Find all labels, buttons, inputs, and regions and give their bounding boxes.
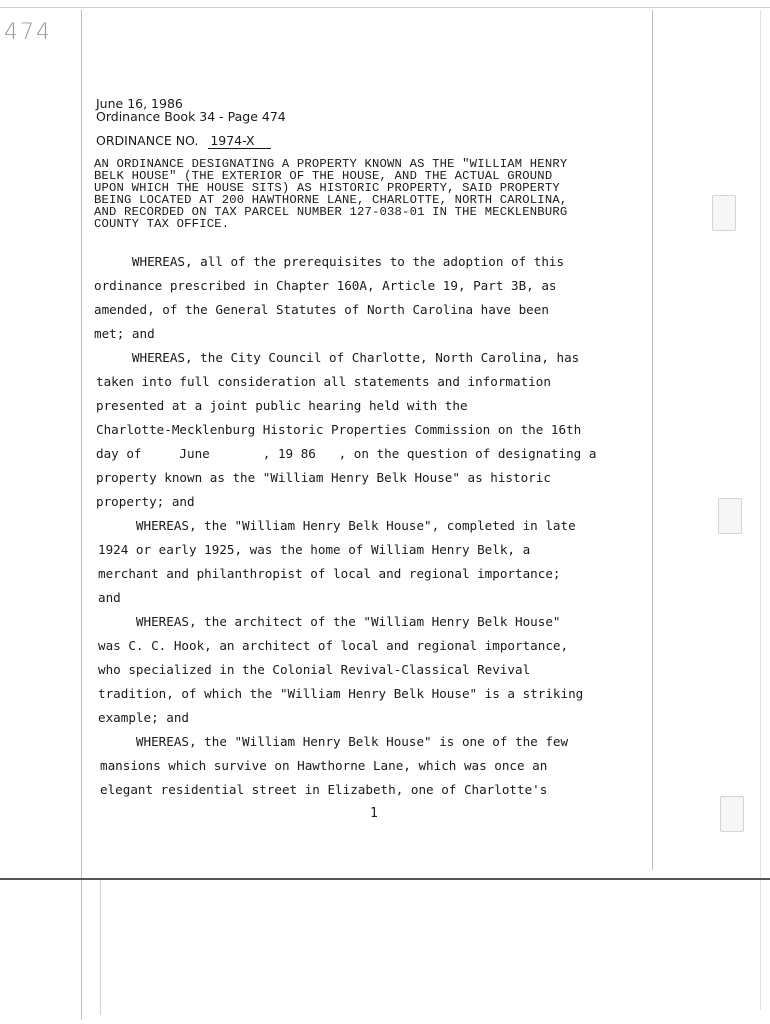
body-line: ordinance prescribed in Chapter 160A, Article 19, Part 3B, as <box>94 278 557 293</box>
page-bottom-line <box>0 878 770 880</box>
body-line: tradition, of which the "William Henry Belk House" is a striking <box>98 686 584 701</box>
body-line: WHEREAS, the City Council of Charlotte, North Carolina, has <box>94 350 580 365</box>
body-line: WHEREAS, the architect of the "William Henry Belk House" <box>98 614 561 629</box>
body-line: elegant residential street in Elizabeth, one of Charlotte's <box>100 782 548 797</box>
ordinance-number-value: 1974-X <box>208 133 270 149</box>
caption-line: COUNTY TAX OFFICE. <box>94 217 230 231</box>
body-line: WHEREAS, the "William Henry Belk House", completed in late <box>98 518 576 533</box>
page-number: 1 <box>370 806 378 821</box>
body-line: property known as the "William Henry Belk House" as historic <box>96 470 551 485</box>
far-right-line <box>760 10 761 1010</box>
caption-line: BELK HOUSE" (THE EXTERIOR OF THE HOUSE, AND THE ACTUAL GROUND <box>94 169 553 183</box>
body-line: day of June , 19 86 , on the question of designating a <box>96 446 597 461</box>
body-line: example; and <box>98 710 189 725</box>
caption-line: UPON WHICH THE HOUSE SITS) AS HISTORIC PROPERTY, SAID PROPERTY <box>94 181 560 195</box>
body-line: who specialized in the Colonial Revival-Classical Revival <box>98 662 531 677</box>
scan-mark <box>718 498 742 534</box>
body-line: taken into full consideration all statements and information <box>96 374 551 389</box>
body-line: property; and <box>96 494 195 509</box>
handwritten-page-number: 474 <box>4 20 52 45</box>
ordinance-number-line <box>96 133 271 149</box>
body-line: WHEREAS, all of the prerequisites to the adoption of this <box>94 254 565 269</box>
caption-line: AN ORDINANCE DESIGNATING A PROPERTY KNOWN AS THE "WILLIAM HENRY <box>94 157 568 171</box>
body-line: 1924 or early 1925, was the home of William Henry Belk, a <box>98 542 531 557</box>
document-date: June 16, 1986 <box>96 96 183 111</box>
body-line: Charlotte-Mecklenburg Historic Properties Commission on the 16th <box>96 422 582 437</box>
right-margin-line <box>652 10 653 870</box>
scan-mark <box>720 796 744 832</box>
ordinance-caption <box>94 158 659 230</box>
body-line: met; and <box>94 326 155 341</box>
scan-mark <box>712 195 736 231</box>
body-line: presented at a joint public hearing held with the <box>96 398 468 413</box>
body-line: was C. C. Hook, an architect of local and regional importance, <box>98 638 569 653</box>
ordinance-number-label: ORDINANCE NO. <box>96 133 199 148</box>
body-line: WHEREAS, the "William Henry Belk House" is one of the few <box>98 734 569 749</box>
body-line: merchant and philanthropist of local and regional importance; <box>98 566 561 581</box>
top-border-line <box>0 7 770 8</box>
body-line: amended, of the General Statutes of North Carolina have been <box>94 302 549 317</box>
body-line: and <box>98 590 121 605</box>
left-margin-line <box>81 10 82 1020</box>
caption-line: AND RECORDED ON TAX PARCEL NUMBER 127-038-01 IN THE MECKLENBURG <box>94 205 568 219</box>
caption-line: BEING LOCATED AT 200 HAWTHORNE LANE, CHARLOTTE, NORTH CAROLINA, <box>94 193 568 207</box>
body-line: mansions which survive on Hawthorne Lane, which was once an <box>100 758 548 773</box>
ordinance-book-reference: Ordinance Book 34 - Page 474 <box>96 109 286 124</box>
lower-left-line <box>100 880 101 1015</box>
